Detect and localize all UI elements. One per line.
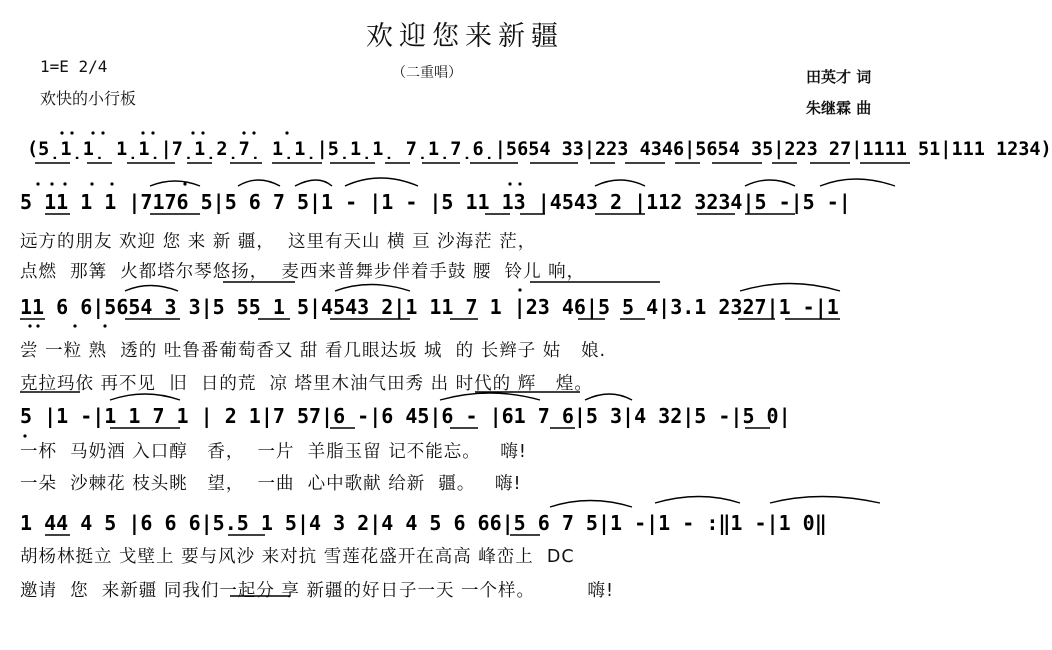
lyrics-row-1-verse-1: 远方的朋友 欢迎 您 来 新 疆， 这里有天山 横 亘 沙海茫 茫， [20,232,537,252]
notes-row-4: 1 44 4 5 |6 6 6|5.5 1 5|4 3 2|4 4 5 6 66|5 6 7 5|1 -|1 - :‖1 -|1 0‖ [20,511,827,535]
prelude-notes: (5̣1̣1̣ 1̣1̣|7̣1̣2̣7̣ 1̣1̣|5̣1̣1̣ 7̣1̣7̣6̣|5654 33|223 4346|5654 35|223 27|1111 51|111 1234) [27,139,1052,160]
lyrics-row-4-verse-2: 邀请 您 来新疆 同我们一起分 享 新疆的好日子一天 一个样。 嗨! [20,581,615,601]
lyrics-row-4-verse-1: 胡杨林挺立 戈壁上 要与风沙 来对抗 雪莲花盛开在高高 峰峦上 DC [20,547,575,567]
key-signature: 1=E 2/4 [40,57,108,76]
song-title: 欢迎您来新疆 [366,21,564,52]
lyrics-row-2-verse-1: 尝 一粒 熟 透的 吐鲁番葡萄香又 甜 看几眼达坂 城 的 长辫子 姑 娘. [20,341,607,361]
composer-credit: 朱继霖 曲 [806,99,872,117]
performance-note: （二重唱） [392,65,462,81]
notes-row-2: 11 6 6|5654 3 3|5 55 1 5|4543 2|1 11 7 1 |23 46|5 5 4|3.1 2327|1 -|1 [20,295,839,319]
lyrics-row-3-verse-1: 一杯 马奶酒 入口醇 香， 一片 羊脂玉留 记不能忘。 嗨! [20,442,527,462]
lyricist-credit: 田英才 词 [806,68,872,86]
tempo-marking: 欢快的小行板 [40,89,137,108]
lyrics-row-3-verse-2: 一朵 沙棘花 枝头眺 望， 一曲 心中歌献 给新 疆。 嗨! [20,474,522,494]
lyrics-row-1-verse-2: 点燃 那篝 火都塔尔琴悠扬， 麦西来普舞步伴着手鼓 腰 铃儿 响， [20,262,586,282]
lyrics-row-2-verse-2: 克拉玛依 再不见 旧 日的荒 凉 塔里木油气田秀 出 时代的 辉 煌。 [20,374,593,394]
notes-row-3: 5 |1 -|1 1 7 1 | 2 1|7 57|6 -|6 45|6 - |61 7 6|5 3|4 32|5 -|5 0| [20,404,791,428]
notes-row-1: 5 11 1 1 |7176 5|5 6 7 5|1 - |1 - |5 11 13 |4543 2 |112 3234|5 -|5 -| [20,190,851,214]
